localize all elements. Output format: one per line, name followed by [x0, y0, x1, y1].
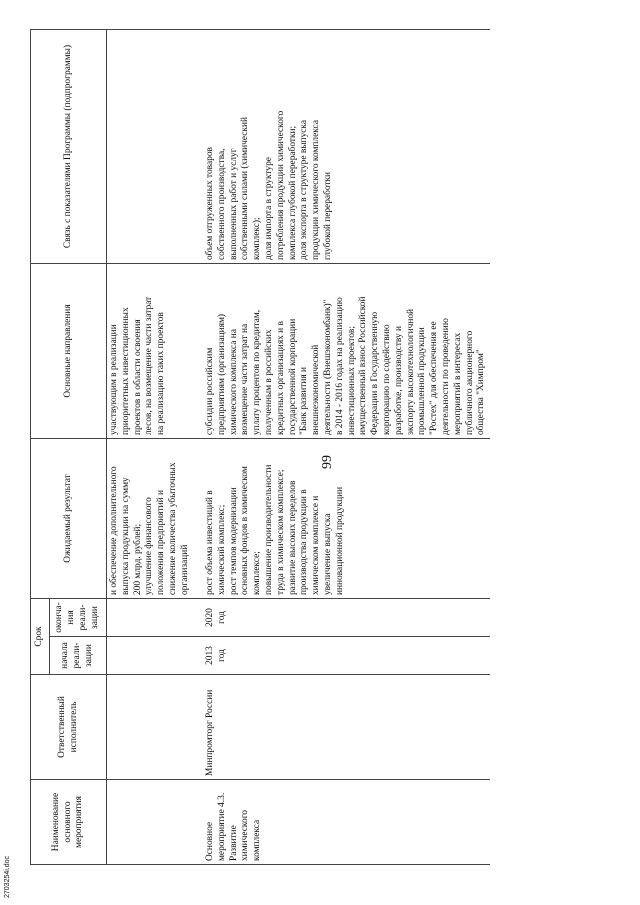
- rotated-table-area: [30, 30, 590, 865]
- col-header-responsible: Ответственный исполнитель: [31, 675, 107, 780]
- program-table: [30, 29, 490, 865]
- cell-empty: [107, 30, 204, 264]
- col-header-result: Ожидаемый результат: [31, 439, 107, 599]
- col-header-name: Наименование основного мероприятия: [31, 780, 107, 865]
- cell-responsible: Минпромторг России: [205, 689, 215, 776]
- col-header-start: начала реали-зации: [50, 637, 107, 675]
- col-header-end: оконча-ния реали-зации: [50, 599, 107, 637]
- table-row-continued: [107, 30, 204, 865]
- cell-empty: [107, 599, 204, 637]
- col-header-directions: Основные направления: [31, 264, 107, 439]
- cell-directions-continued: участвующим в реализации приоритетных инвестиционных проектов в области освоения лесов, на возмещение части затрат на реализацию таких проектов: [109, 296, 167, 435]
- footer-code: 2703254i.doc: [4, 855, 11, 898]
- cell-name: Основное мероприятие 4.3. Развитие химического комплекса: [205, 792, 263, 861]
- cell-start: 2013 год: [205, 646, 227, 665]
- cell-end: 2020 год: [205, 608, 227, 627]
- cell-link: объем отгруженных товаров собственного производства, выполненных работ и услуг собственными силами (химический комплекс); доля импорта в структуре потребления продукции химического комплекса глубокой переработки; доля экспорта в структуре выпуска продукции химического комплекса глубокой переработки: [205, 110, 333, 260]
- col-header-link: Связь с показателями Программы (подпрограммы): [31, 30, 107, 264]
- cell-empty: [107, 637, 204, 675]
- table-row-main: [203, 30, 490, 865]
- cell-result: рост объема инвестиций в химический комплекс; рост темпов модернизации основных фондов в химическом комплексе; повышение производительности труда в химическом комплексе; развитие высоких переделов производства продукции в химическом комплексе и увеличение выпуска инновационной продукции: [205, 464, 345, 595]
- cell-empty: [107, 675, 204, 780]
- cell-result-continued: и обеспечение дополнительного выпуска продукции на сумму 200 млрд. рублей; улучшение финансового положения предприятий и снижение количества убыточных организаций: [109, 462, 190, 595]
- page-number: 99: [320, 455, 335, 469]
- col-header-term: Срок: [31, 599, 50, 675]
- cell-directions: субсидии российским предприятиям (организациям) химического комплекса на возмещение части затрат на уплату процентов по кредитам, полученным в российских кредитных организациях и в государственной корпорации "Банк развития и внешнеэкономической деятельности (Внешэкономбанк)" в 2014 - 2016 годах на реализацию инвестиционных проектов; имущественный взнос Российской Федерации в Государственную корпорацию по содействию разработке, производству и экспорту высокотехнологичной промышленной продукции "Ростех" для обеспечения ее деятельности по проведению мероприятий в интересах публичного акционерного общества "Химпром": [205, 296, 487, 435]
- cell-empty: [107, 780, 204, 865]
